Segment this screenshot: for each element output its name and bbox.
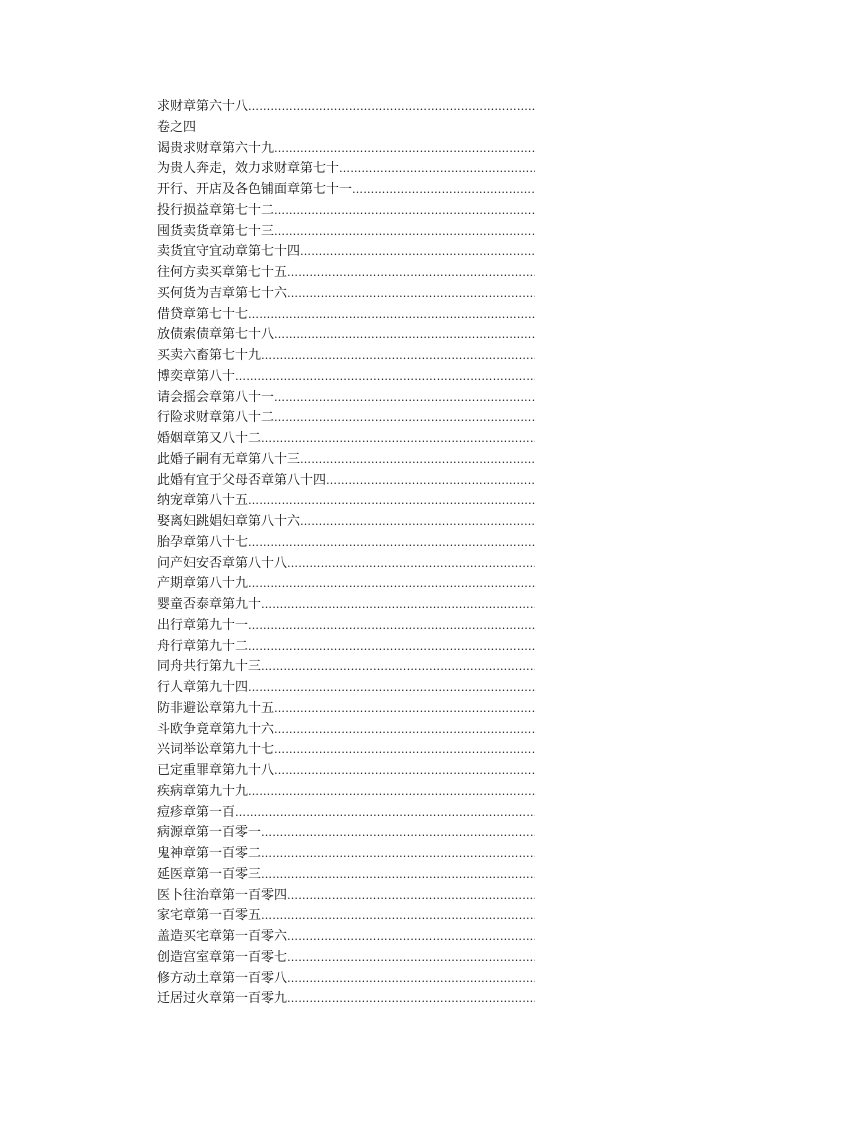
- toc-entry-title: 出行章第九十一: [157, 617, 249, 633]
- dot-leader: [274, 388, 535, 409]
- toc-entry: [157, 97, 535, 118]
- dot-leader: [261, 906, 535, 927]
- toc-entry: [157, 906, 535, 927]
- toc-entry-title: 兴词举讼章第九十七: [157, 742, 275, 758]
- dot-leader: [248, 782, 535, 803]
- toc-entry-title: 胎孕章第八十七: [157, 534, 249, 550]
- toc-entry-title: 借贷章第七十七: [157, 306, 249, 322]
- toc-entry: [157, 720, 535, 741]
- toc-entry-title: 产期章第八十九: [157, 576, 249, 592]
- toc-entry-title: 婴童否泰章第九十: [157, 597, 262, 612]
- toc-entry: [157, 948, 535, 969]
- toc-entry-title: 病源章第一百零一: [157, 825, 262, 841]
- toc-entry: [157, 471, 535, 492]
- dot-leader: [300, 242, 535, 263]
- dot-leader: [261, 346, 535, 367]
- dot-leader: [274, 222, 535, 243]
- toc-entry-title: 延医章第一百零三: [157, 866, 262, 882]
- toc-entry: [157, 491, 535, 512]
- dot-leader: [248, 678, 535, 699]
- toc-entry: [157, 761, 535, 782]
- dot-leader: [248, 97, 535, 118]
- toc-entry-title: 行人章第九十四: [157, 680, 249, 695]
- toc-entry: [157, 637, 535, 658]
- toc-entry-title: 往何方卖买章第七十五: [157, 265, 288, 280]
- dot-leader: [248, 491, 535, 512]
- toc-entry: [157, 657, 535, 678]
- toc-entry: [157, 346, 535, 367]
- dot-leader: [274, 699, 535, 720]
- toc-entry: [157, 616, 535, 637]
- toc-entry: [157, 927, 535, 948]
- dot-leader: [235, 367, 535, 388]
- dot-leader: [261, 823, 535, 844]
- toc-entry: [157, 740, 535, 761]
- toc-entry-title: 买何货为吉章第七十六: [157, 285, 288, 301]
- dot-leader: [274, 325, 535, 346]
- toc-entry-title: 投行损益章第七十二: [157, 202, 275, 218]
- toc-entry-title: 问产妇安否章第八十八: [157, 555, 288, 571]
- toc-entry-title: 迁居过火章第一百零九: [157, 991, 288, 1007]
- toc-entry-title: 纳宠章第八十五: [157, 493, 249, 509]
- toc-entry-title: 开行、开店及各色铺面章第七十一: [157, 182, 353, 197]
- dot-leader: [339, 159, 535, 180]
- toc-entry-title: 此婚子嗣有无章第八十三: [157, 451, 301, 467]
- toc-entry-title: 医卜往治章第一百零四: [157, 887, 288, 903]
- toc-entry: [157, 284, 535, 305]
- dot-leader: [248, 637, 535, 658]
- toc-entry: [157, 865, 535, 886]
- dot-leader: [300, 512, 535, 533]
- toc-entry-title: 修方动土章第一百零八: [157, 970, 288, 986]
- toc-entry: [157, 803, 535, 824]
- dot-leader: [287, 948, 535, 969]
- toc-entry-title: 谒贵求财章第六十九: [157, 140, 275, 156]
- toc-entry-title: 婚姻章第又八十二: [157, 431, 262, 446]
- dot-leader: [287, 927, 535, 948]
- toc-entry-title: 斗欧争竟章第九十六: [157, 721, 275, 737]
- dot-leader: [287, 989, 535, 1010]
- table-of-contents: [157, 97, 535, 1010]
- toc-entry: [157, 305, 535, 326]
- toc-entry-title: 创造宫室章第一百零七: [157, 949, 288, 965]
- toc-entry: [157, 139, 535, 160]
- toc-entry: [157, 429, 535, 450]
- toc-entry-title: 为贵人奔走，效力求财章第七十: [157, 161, 340, 177]
- dot-leader: [274, 201, 535, 222]
- toc-entry: [157, 408, 535, 429]
- dot-leader: [248, 616, 535, 637]
- toc-entry-title: 买卖六畜第七十九: [157, 348, 262, 363]
- toc-entry-title: 舟行章第九十二: [157, 638, 249, 654]
- toc-entry-title: 防非避讼章第九十五: [157, 700, 275, 716]
- toc-entry: [157, 450, 535, 471]
- dot-leader: [326, 471, 535, 492]
- dot-leader: [261, 657, 535, 678]
- dot-leader: [274, 139, 535, 160]
- toc-entry: [157, 367, 535, 388]
- toc-entry-title: 娶离妇跳娼妇章第八十六: [157, 514, 301, 529]
- toc-entry-title: 卖货宜守宜动章第七十四: [157, 244, 301, 260]
- dot-leader: [274, 740, 535, 761]
- toc-entry: [157, 180, 535, 201]
- toc-entry: [157, 159, 535, 180]
- dot-leader: [261, 865, 535, 886]
- dot-leader: [287, 969, 535, 990]
- toc-entry: [157, 574, 535, 595]
- toc-entry: [157, 325, 535, 346]
- toc-entry-title: 求财章第六十八: [157, 99, 249, 114]
- dot-leader: [274, 761, 535, 782]
- toc-entry: [157, 242, 535, 263]
- toc-entry: [157, 989, 535, 1010]
- toc-entry: [157, 595, 535, 616]
- toc-entry-title: 已定重罪章第九十八: [157, 763, 275, 778]
- toc-entry: [157, 678, 535, 699]
- dot-leader: [287, 886, 535, 907]
- toc-entry: [157, 823, 535, 844]
- dot-leader: [248, 305, 535, 326]
- toc-entry-title: 此婚有宜于父母否章第八十四: [157, 472, 327, 488]
- dot-leader: [235, 803, 535, 824]
- toc-entry: [157, 969, 535, 990]
- dot-leader: [300, 450, 535, 471]
- toc-entry-title: 放债索债章第七十八: [157, 327, 275, 343]
- toc-entry-title: 家宅章第一百零五: [157, 908, 262, 924]
- toc-entry-title: 盖造买宅章第一百零六: [157, 929, 288, 944]
- volume-heading: [157, 118, 535, 139]
- toc-entry-title: 囤货卖货章第七十三: [157, 223, 275, 239]
- toc-entry: [157, 512, 535, 533]
- toc-entry: [157, 201, 535, 222]
- toc-entry-title: 鬼神章第一百零二: [157, 846, 262, 861]
- dot-leader: [287, 284, 535, 305]
- toc-entry: [157, 699, 535, 720]
- dot-leader: [287, 263, 535, 284]
- toc-entry-title: 疾病章第九十九: [157, 783, 249, 799]
- dot-leader: [248, 533, 535, 554]
- toc-entry: [157, 222, 535, 243]
- toc-entry: [157, 844, 535, 865]
- dot-leader: [248, 574, 535, 595]
- toc-entry: [157, 782, 535, 803]
- toc-entry-title: 博奕章第八十: [157, 368, 236, 384]
- toc-entry: [157, 554, 535, 575]
- dot-leader: [261, 429, 535, 450]
- toc-entry-title: 痘疹章第一百: [157, 804, 236, 820]
- toc-entry-title: 行险求财章第八十二: [157, 410, 275, 426]
- toc-entry: [157, 263, 535, 284]
- toc-entry-title: 请会摇会章第八十一: [157, 389, 275, 405]
- dot-leader: [287, 554, 535, 575]
- toc-entry: [157, 533, 535, 554]
- volume-heading-title: 卷之四: [157, 119, 197, 135]
- dot-leader: [261, 595, 535, 616]
- dot-leader: [261, 844, 535, 865]
- toc-entry: [157, 388, 535, 409]
- dot-leader: [274, 408, 535, 429]
- dot-leader: [274, 720, 535, 741]
- toc-entry: [157, 886, 535, 907]
- toc-entry-title: 同舟共行第九十三: [157, 659, 262, 675]
- dot-leader: [352, 180, 535, 201]
